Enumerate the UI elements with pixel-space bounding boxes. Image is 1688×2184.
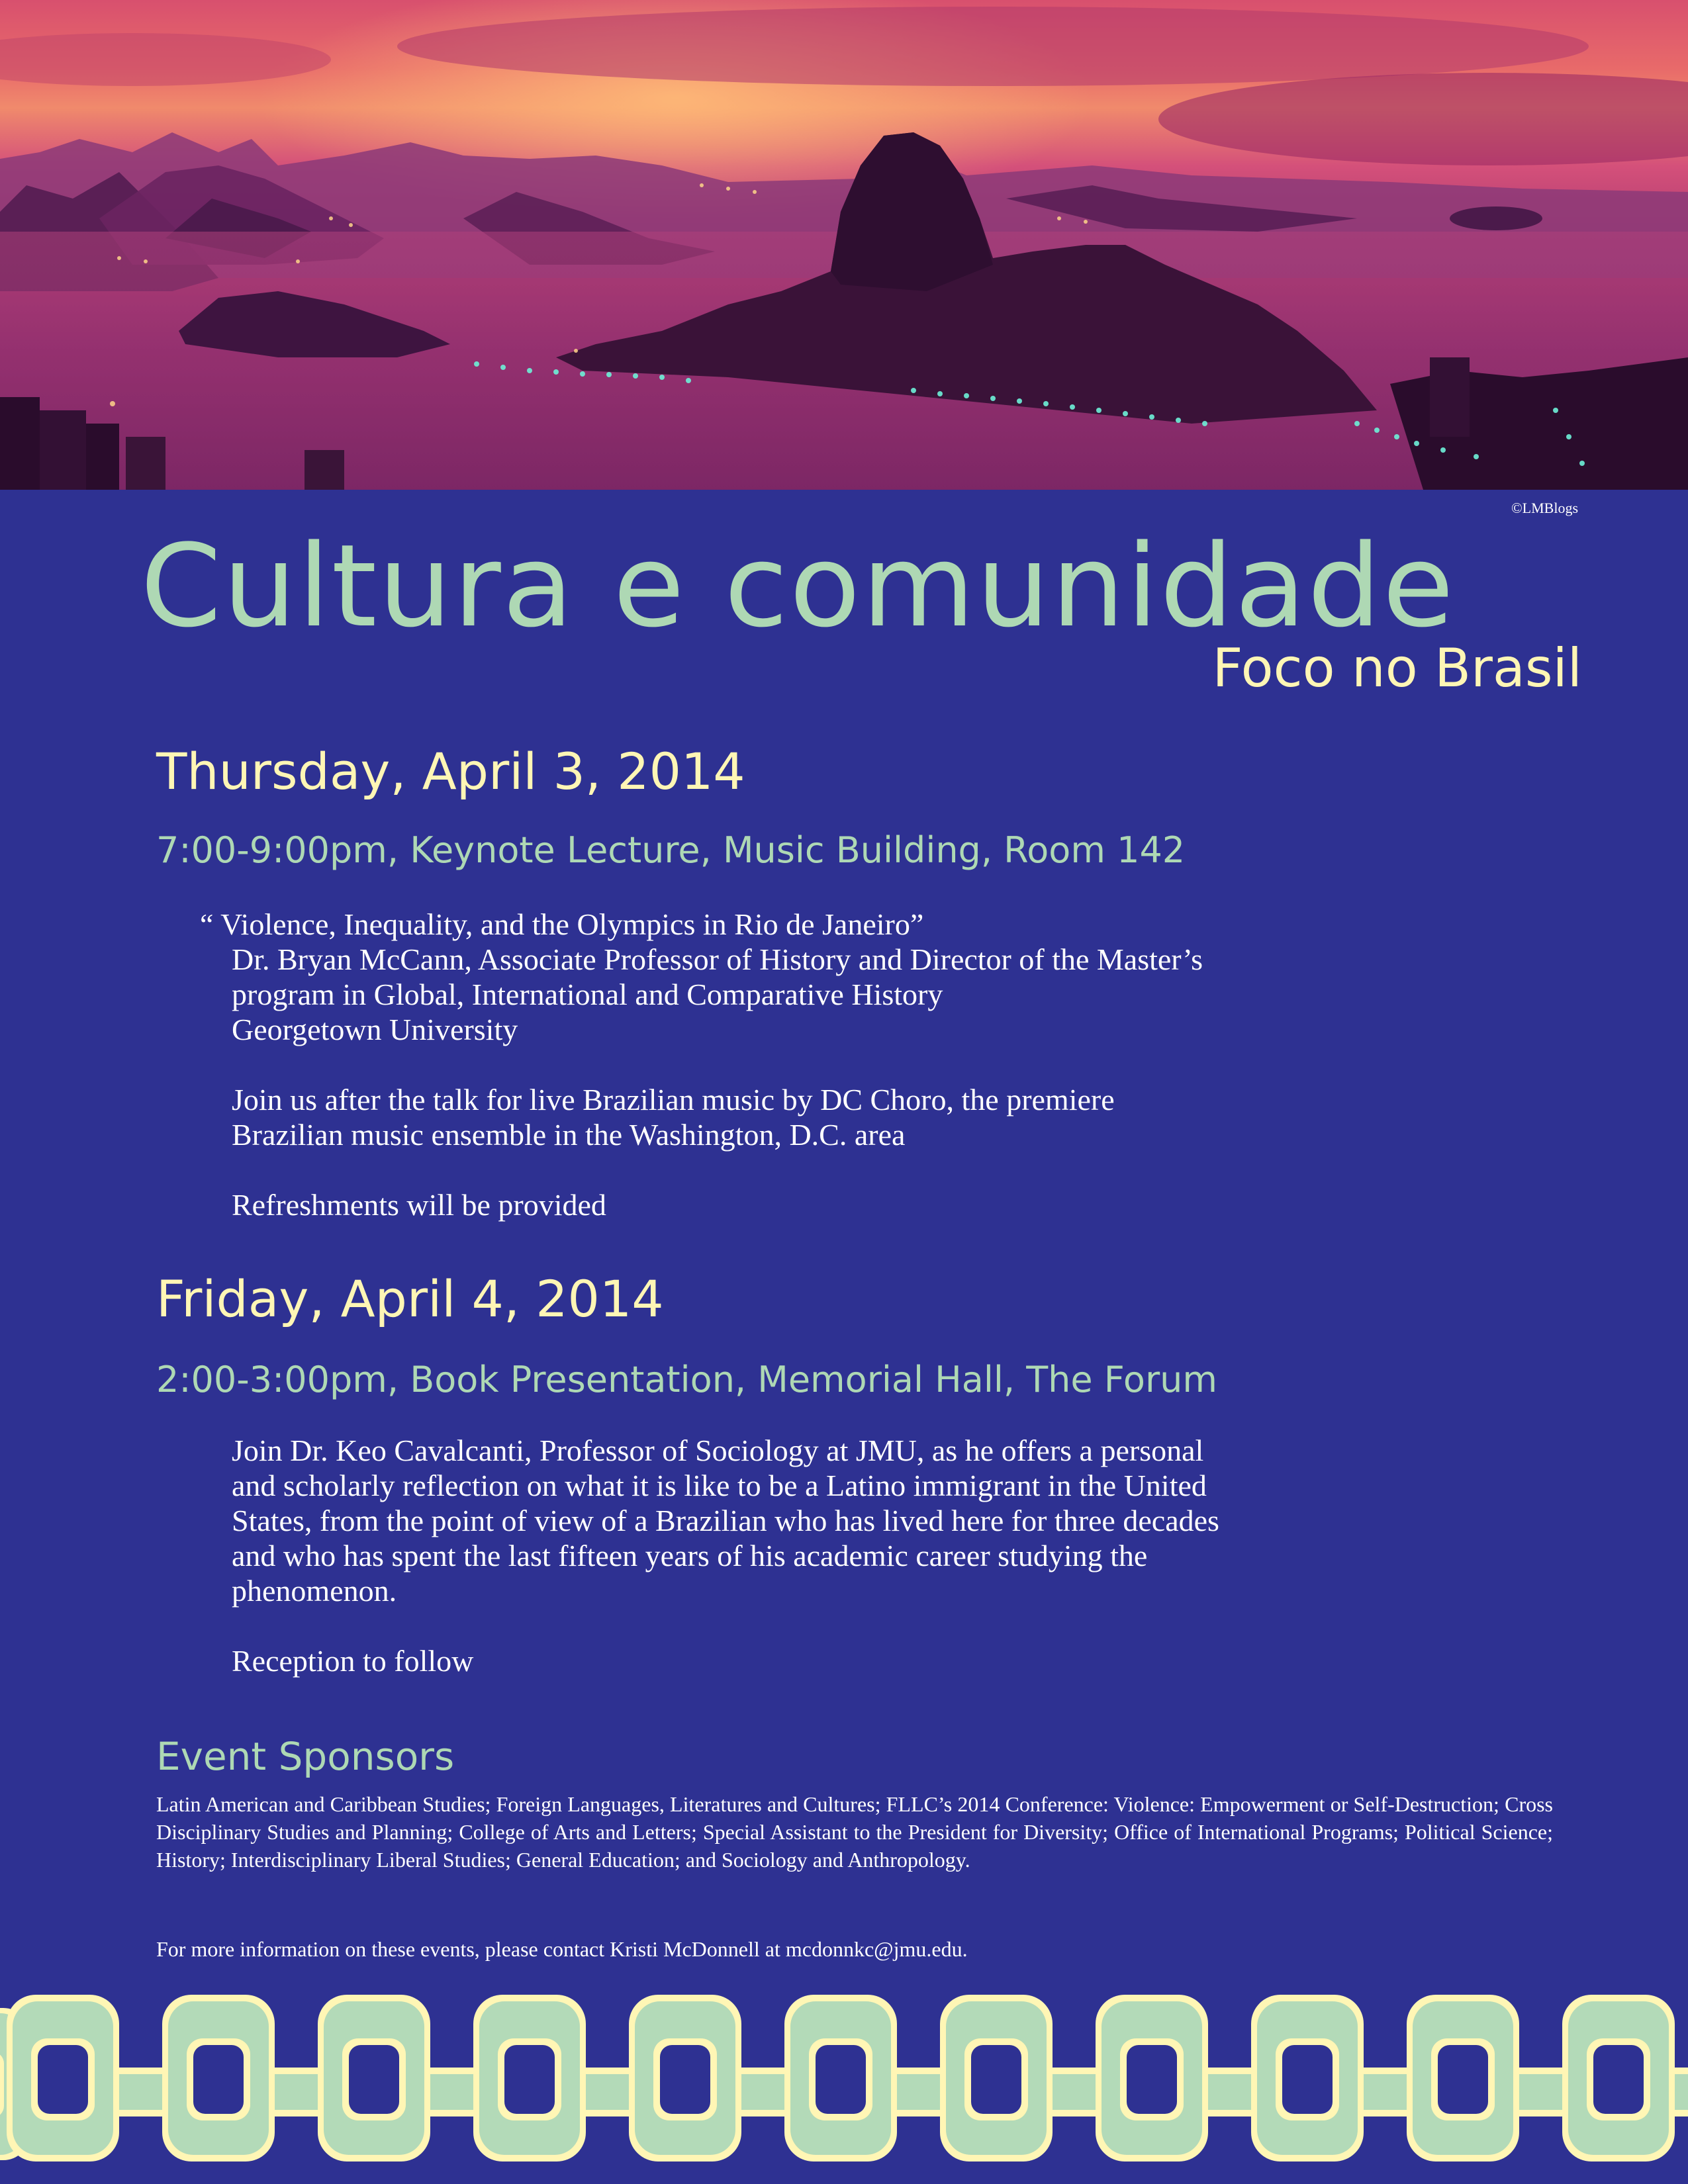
reception-note: Reception to follow [232,1644,474,1678]
speaker-line: program in Global, International and Comparative History [232,978,943,1011]
contact-info: For more information on these events, please contact Kristi McDonnell at mcdonnkc@jmu.edu. [156,1937,968,1961]
chain-border-decoration [0,1985,1688,2184]
talk-title: “ Violence, Inequality, and the Olympics in Rio de Janeiro” [200,907,924,941]
event-date: Friday, April 4, 2014 [156,1269,664,1328]
event-date: Thursday, April 3, 2014 [156,742,745,801]
description-line: and who has spent the last fifteen years of his academic career studying the [232,1539,1148,1572]
refreshments-note: Refreshments will be provided [232,1188,606,1222]
sponsors-list: Latin American and Caribbean Studies; Foreign Languages, Literatures and Cultures; FLLC’s 2014 Conference: Violence: Empowerment or Self-Destruction; Cross Disciplinary Studies and Planning; College of Arts and Letters; Special Assistant to the President for Diversity; Office of International Programs; Political Science; History; Interdisciplinary Liberal Studies; General Education; and Sociology and Anthropology. [156,1792,1553,1872]
description-line: phenomenon. [232,1574,397,1608]
event-session: 7:00-9:00pm, Keynote Lecture, Music Building, Room 142 [156,829,1186,871]
description-line: and scholarly reflection on what it is like to be a Latino immigrant in the United [232,1469,1207,1502]
event-details [200,907,1589,1222]
music-note-line: Join us after the talk for live Brazilian music by DC Choro, the premiere [232,1083,1115,1116]
photo-credit: ©LMBlogs [1511,500,1578,516]
description-line: States, from the point of view of a Brazilian who has lived here for three decades [232,1504,1219,1537]
sugarloaf-landscape-illustration [0,0,1688,490]
event-session: 2:00-3:00pm, Book Presentation, Memorial Hall, The Forum [156,1359,1217,1400]
speaker-line: Dr. Bryan McCann, Associate Professor of History and Director of the Master’s [232,942,1203,976]
speaker-affiliation: Georgetown University [232,1013,518,1046]
hero-photo [0,0,1688,490]
music-note-line: Brazilian music ensemble in the Washington, D.C. area [232,1118,906,1152]
poster-subtitle: Foco no Brasil [1212,637,1582,699]
sponsors-heading: Event Sponsors [156,1734,455,1779]
event-details [232,1433,1589,1678]
description-line: Join Dr. Keo Cavalcanti, Professor of Sociology at JMU, as he offers a personal [232,1433,1204,1467]
poster-title: Cultura e comunidade [140,520,1456,653]
